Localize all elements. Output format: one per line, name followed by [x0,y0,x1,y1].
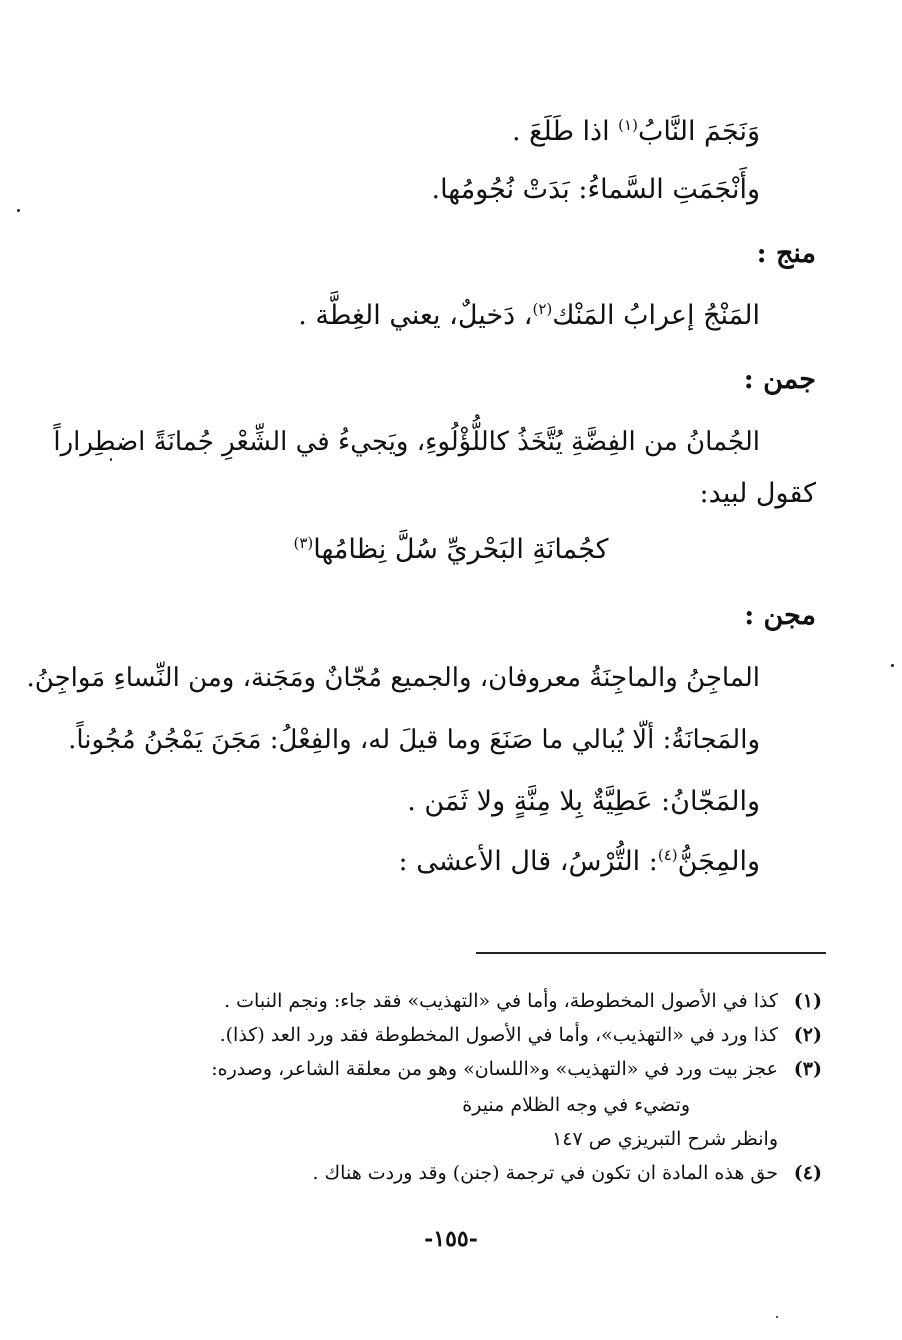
entry-text: : التُّرْسُ، قال الأعشى : [398,846,658,877]
entry-line [399,842,760,882]
scan-speck [776,1316,778,1318]
root-heading: منج : [756,238,816,269]
scan-speck [891,664,894,667]
footnote [312,1158,822,1188]
footnote-text: كذا ورد في «التهذيب»، وأما في الأصول المخطوطة فقد ورد العد (كذا). [219,1024,778,1046]
entry-line: والمَجّانُ: عَطِيَّةٌ بِلا مِنَّةٍ ولا ثَمَن . [407,786,760,817]
footnote-number: (١) [793,990,822,1012]
entry-text: وَنَجَمَ النَّابُ [637,116,760,147]
footnote-marker: (٤) [657,846,678,864]
footnote-text: حق هذه المادة ان تكون في ترجمة (جنن) وقد وردت هناك . [312,1162,778,1184]
footnote [211,1054,822,1084]
footnote [220,1020,822,1050]
footnote-marker: (١) [618,116,638,134]
entry-text: المَنْجُ إعرابُ المَنْك [552,300,760,331]
footnote [224,986,822,1016]
entry-text: اذا طَلَعَ . [512,116,619,147]
entry-line: الماجِنُ والماجِنَةُ معروفان، والجميع مُجّانٌ ومَجَنة، ومن النِّساءِ مَواجِنُ. [26,663,760,693]
entry-line: وأَنْجَمَتِ السَّماءُ: بَدَتْ نُجُومُها. [431,174,760,205]
verse-text: كجُمانَةِ البَحْريِّ سُلَّ نِظامُها [313,534,609,565]
scan-speck [110,458,112,461]
verse-line [0,530,902,570]
footnote-number: (٢) [793,1024,822,1046]
entry-line: كقول لبيد: [699,478,816,509]
entry-text: ، دَخيلٌ، يعني الغِطَّة . [298,300,533,331]
footnote-number: (٣) [793,1058,822,1080]
root-heading: مجن : [744,600,816,631]
root-heading: جمن : [743,364,816,395]
entry-line [298,296,760,336]
footnote-reference: وانظر شرح التبريزي ص ١٤٧ [552,1128,778,1150]
footnote-verse: وتضيء في وجه الظلام منيرة [462,1094,690,1116]
footnote-separator [476,952,826,954]
scan-speck [17,209,20,212]
footnote-number: (٤) [793,1162,822,1184]
footnote-text: عجز بيت ورد في «التهذيب» و«اللسان» وهو من معلقة الشاعر، وصدره: [211,1058,778,1080]
entry-text: والمِجَنُّ [677,846,760,877]
footnote-text: كذا في الأصول المخطوطة، وأما في «التهذيب» فقد جاء: ونجم النبات . [224,990,778,1012]
entry-line: والمَجانَةُ: ألّا يُبالي ما صَنَعَ وما قيلَ له، والفِعْلُ: مَجَنَ يَمْجُنُ مُجُوناً. [68,725,760,755]
footnote-marker: (٣) [293,534,314,552]
entry-line: الجُمانُ من الفِضَّةِ يُتَّخَذُ كاللُّؤْلُوءِ، ويَجيءُ في الشِّعْرِ جُمانَةً اضطِراراً [53,427,760,457]
page-number: -١٥٥- [424,1226,478,1252]
entry-line [512,112,760,152]
footnote-marker: (٢) [532,300,553,318]
